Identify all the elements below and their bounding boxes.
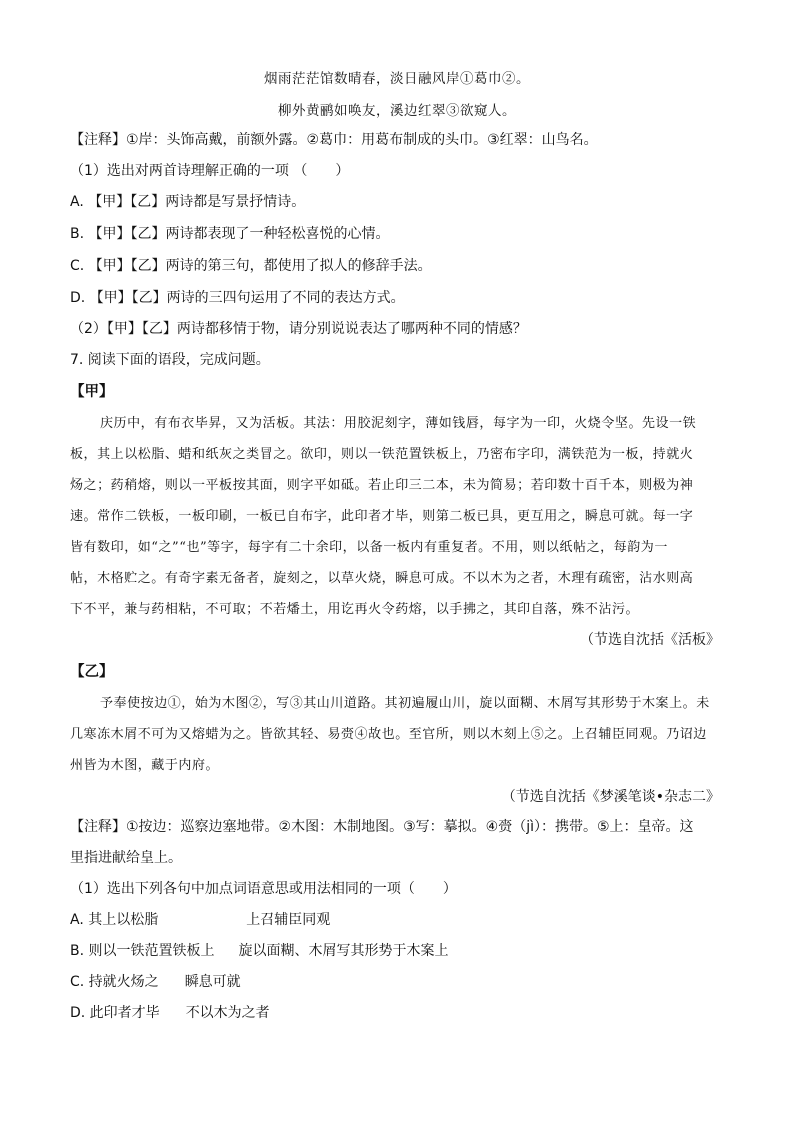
passage-yi-line: 予奉使按边①，始为木图②，写③其山川道路。其初遍履山川，旋以面糊、木屑写其形势于木案上。未 [100,696,710,711]
option-c-right: 瞬息可就 [184,974,241,990]
passage-jia-line: 下不平，兼与药相粘，不可取；不若燔土，用讫再火令药熔，以手拂之，其印自落，殊不沾污。 [70,602,640,617]
passage-jia-label: 【甲】 [70,384,114,400]
passage-jia-line: 庆历中，有布衣毕昇，又为活板。其法：用胶泥刻字，薄如钱唇，每字为一印，火烧令坚。先设一铁 [100,416,697,431]
question-7: 7. 阅读下面的语段，完成问题。 [70,352,270,368]
passage-jia-line: 速。常作二铁板，一板印刷，一板已自布字，此印者才毕，则第二板已具，更互用之，瞬息可就。每一字 [70,509,694,524]
question-6-1-stem: （1）选出对两首诗理解正确的一项 （ ） [70,163,350,179]
option-a [70,910,730,930]
option-c-left: C. 持就火炀之 [70,974,159,990]
passage-jia-line: 帖，木格贮之。有奇字素无备者，旋刻之，以草火烧，瞬息可成。不以木为之者，木理有疏密，沾水则高 [70,571,694,586]
option-a-right: 上召辅臣同观 [246,912,331,928]
poem-line-2: 柳外黄鹂如唤友，溪边红翠③欲窥人。 [278,103,516,119]
poem-annotation: 【注释】①岸：头饰高戴，前额外露。②葛巾：用葛布制成的头巾。③红翠：山鸟名。 [70,132,598,148]
option-d-left: D. 此印者才毕 [70,1005,160,1021]
option-d-right: 不以木为之者 [185,1005,270,1021]
passage-jia-line: 板，其上以松脂、蜡和纸灰之类冒之。欲印，则以一铁范置铁板上，乃密布字印，满铁范为一板，持就火 [70,447,694,462]
passage-jia-line: 炀之；药稍熔，则以一平板按其面，则字平如砥。若止印三二本，未为简易；若印数十百千本，则极为神 [70,478,694,493]
option-b: B. 【甲】【乙】两诗都表现了一种轻松喜悦的心情。 [70,226,390,242]
option-b-left: B. 则以一铁范置铁板上 [70,943,215,959]
passage-yi-label: 【乙】 [70,664,114,680]
option-d: D. 【甲】【乙】两诗的三四句运用了不同的表达方式。 [70,290,405,306]
option-a: A. 【甲】【乙】两诗都是写景抒情诗。 [70,194,306,210]
passage-jia-source: （节选自沈括《活板》 [580,632,720,648]
option-c: C. 【甲】【乙】两诗的第三句，都使用了拟人的修辞手法。 [70,258,432,274]
option-a-left: A. 其上以松脂 [70,912,159,928]
passage-yi-line: 州皆为木图，藏于内府。 [70,758,220,773]
option-c [70,972,730,992]
passage-yi-line: 几寒冻木屑不可为又熔蜡为之。皆欲其轻、易赍④故也。至官所，则以木刻上⑤之。上召辅臣同观。乃诏边 [70,727,707,742]
question-7-1-stem: （1）选出下列各句中加点词语意思或用法相同的一项（ ） [70,881,457,897]
passage-jia-line: 皆有数印，如“之”“也”等字，每字有二十余印，以备一板内有重复者。不用，则以纸帖之，每韵为一 [70,540,668,555]
poem-line-1: 烟雨茫茫馆数晴春，淡日融风岸①葛巾②。 [264,71,530,87]
passage-annotation-line-2: 里指进献给皇上。 [70,850,182,866]
passage-yi-source: （节选自沈括《梦溪笔谈•杂志二》 [501,789,720,805]
option-b [70,941,730,961]
option-d [70,1003,730,1023]
passage-annotation-line-1: 【注释】①按边：巡察边塞地带。②木图：木制地图。③写：摹拟。④赍（jì）：携带。⑤上：皇帝。这 [70,819,694,835]
option-b-right: 旋以面糊、木屑写其形势于木案上 [238,943,449,959]
question-6-2: （2）【甲】【乙】两诗都移情于物，请分别说说表达了哪两种不同的情感？ [70,321,527,337]
